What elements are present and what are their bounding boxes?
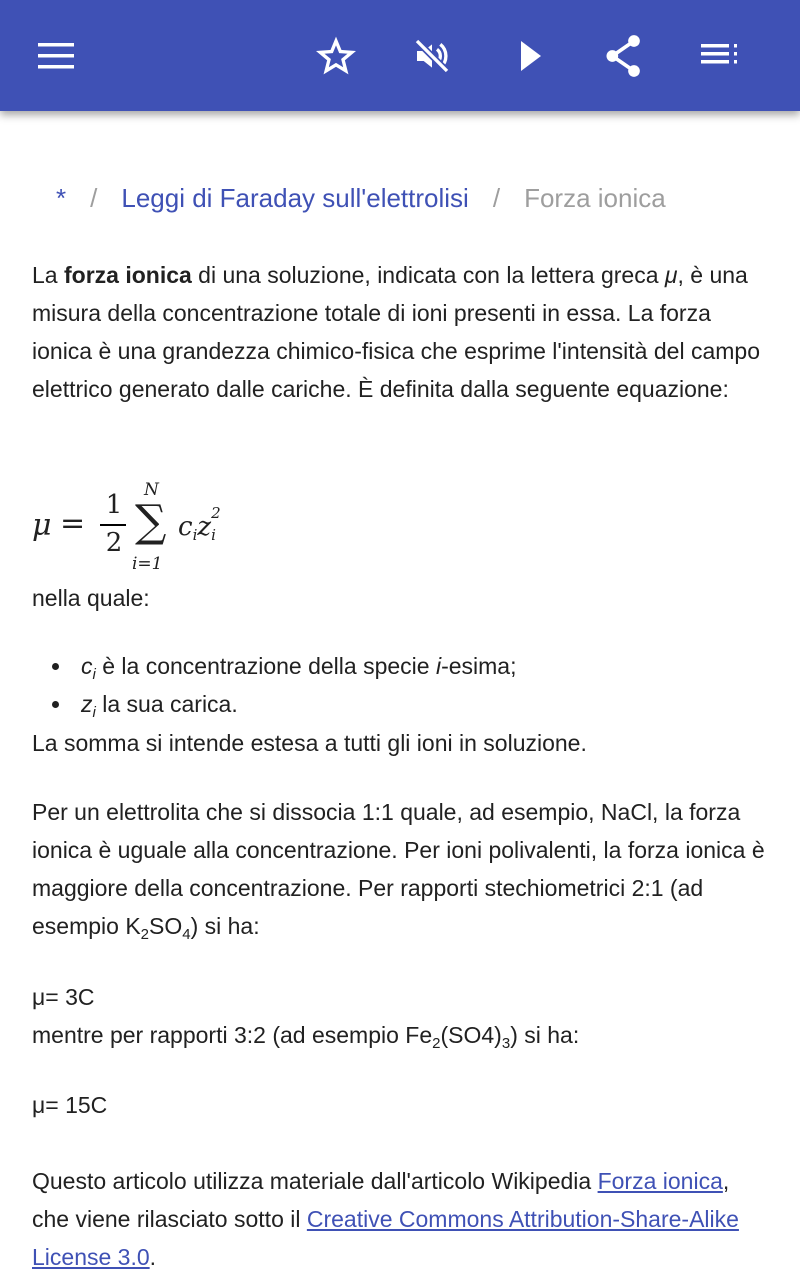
term: forza ionica: [63, 262, 192, 288]
star-icon[interactable]: [312, 32, 360, 80]
license-link[interactable]: Creative Commons Attribution-Share-Alike License 3.0: [32, 1206, 739, 1270]
attribution-paragraph: Questo articolo utilizza materiale dall'articolo Wikipedia Forza ionica, che viene rilasciato sotto il Creative Commons Attribution-Share-Alike License 3.0.: [32, 1168, 739, 1270]
formula-denominator: 2: [105, 528, 123, 558]
toolbar: [0, 0, 800, 111]
sum-upper: N: [144, 480, 159, 500]
symbol: μ: [664, 262, 678, 288]
menu-icon[interactable]: [32, 32, 80, 80]
paragraph: Per un elettrolita che si dissocia 1:1 quale, ad esempio, NaCl, la forza ionica è uguale alla concentrazione. Per ioni polivalenti, la forza ionica è maggiore della concentrazione. Per rapporti stechiometrici 2:1 (ad esempio $K_2SO_4$) si ha:: [32, 799, 765, 943]
equation-text: μ= 3C: [32, 984, 95, 1010]
wikipedia-link[interactable]: Forza ionica: [597, 1168, 723, 1194]
definition-list: [32, 647, 772, 723]
equation-text: μ= 15C: [32, 1092, 108, 1118]
breadcrumb-current: Forza ionica: [524, 183, 666, 213]
breadcrumb-home[interactable]: *: [56, 183, 67, 213]
text: di una soluzione, indicata con la lettera greca: [191, 262, 665, 288]
sum-symbol: ∑: [135, 496, 167, 547]
text: nella quale:: [32, 585, 150, 611]
share-icon[interactable]: [600, 32, 648, 80]
breadcrumb-separator: /: [90, 183, 98, 213]
play-icon[interactable]: [506, 32, 554, 80]
list-item: $z_i$ la sua carica.: [32, 685, 772, 723]
formula: [32, 478, 292, 578]
formula-term: $c_iz$ 2 $_i$: [178, 504, 221, 544]
paragraph: mentre per rapporti 3:2 (ad esempio $Fe_2(SO4)_3$) si ha:: [32, 1022, 580, 1052]
text: , è una misura della concentrazione totale di ioni presenti in essa. La forza ionica è una grandezza chimico-fisica che esprime l'intensità del campo elettrico generato dalle cariche. È definita dalla seguente equazione:: [32, 262, 760, 402]
text: La: [32, 262, 64, 288]
fraction-bar: [100, 524, 126, 526]
volume-off-icon[interactable]: [408, 32, 456, 80]
formula-mu: μ: [32, 508, 52, 543]
text: La somma si intende estesa a tutti gli ioni in soluzione.: [32, 730, 587, 756]
breadcrumb-separator: /: [492, 183, 501, 213]
intro-paragraph: [32, 256, 772, 408]
formula-equals: =: [60, 506, 86, 541]
list-item: $c_i$ è la concentrazione della specie i-esima;: [32, 647, 772, 685]
sum-lower: i=1: [132, 554, 163, 574]
breadcrumb-parent[interactable]: Leggi di Faraday sull'elettrolisi: [121, 183, 469, 213]
formula-numerator: 1: [105, 490, 123, 520]
playlist-icon[interactable]: [696, 32, 744, 80]
breadcrumb: [56, 179, 666, 217]
